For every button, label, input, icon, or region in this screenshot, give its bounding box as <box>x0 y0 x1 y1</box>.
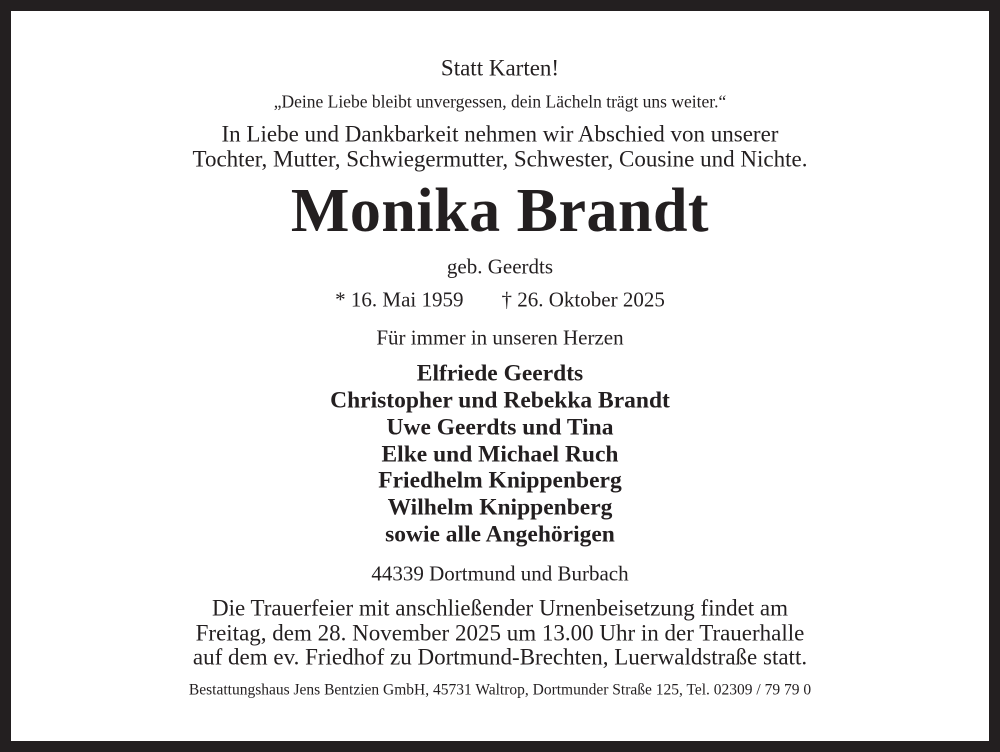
ceremony-line-3: auf dem ev. Friedhof zu Dortmund-Brechten, Luerwaldstraße statt. <box>192 644 808 670</box>
ceremony-line-1: Die Trauerfeier mit anschließender Urnenbeisetzung findet am <box>211 595 789 621</box>
quote: „Deine Liebe bleibt unvergessen, dein Lächeln trägt uns weiter.“ <box>273 91 727 112</box>
mourner: Elfriede Geerdts <box>416 360 584 387</box>
mourner: sowie alle Angehörigen <box>385 521 615 548</box>
mourner: Christopher und Rebekka Brandt <box>330 387 670 414</box>
ceremony-line-2: Freitag, dem 28. November 2025 um 13.00 Uhr in der Trauerhalle <box>195 620 805 646</box>
mourner: Wilhelm Knippenberg <box>387 494 613 521</box>
maiden-name: geb. Geerdts <box>446 254 554 279</box>
header: Statt Karten! <box>440 55 560 81</box>
life-dates <box>0 287 1000 312</box>
intro-line-1: In Liebe und Dankbarkeit nehmen wir Abschied von unserer <box>221 121 779 147</box>
motto: Für immer in unseren Herzen <box>376 325 624 350</box>
deceased-name: Monika Brandt <box>290 177 710 245</box>
funeral-home-footer: Bestattungshaus Jens Bentzien GmbH, 45731 Waltrop, Dortmunder Straße 125, Tel. 02309 / 79 79 0 <box>188 681 812 699</box>
death-date: † 26. Oktober 2025 <box>501 287 665 312</box>
intro-line-2: Tochter, Mutter, Schwiegermutter, Schwester, Cousine und Nichte. <box>192 146 808 172</box>
birth-date: * 16. Mai 1959 <box>335 287 464 312</box>
mourner: Uwe Geerdts und Tina <box>386 414 614 441</box>
mourner: Friedhelm Knippenberg <box>378 467 622 494</box>
location: 44339 Dortmund und Burbach <box>371 561 629 586</box>
mourner: Elke und Michael Ruch <box>381 441 619 468</box>
